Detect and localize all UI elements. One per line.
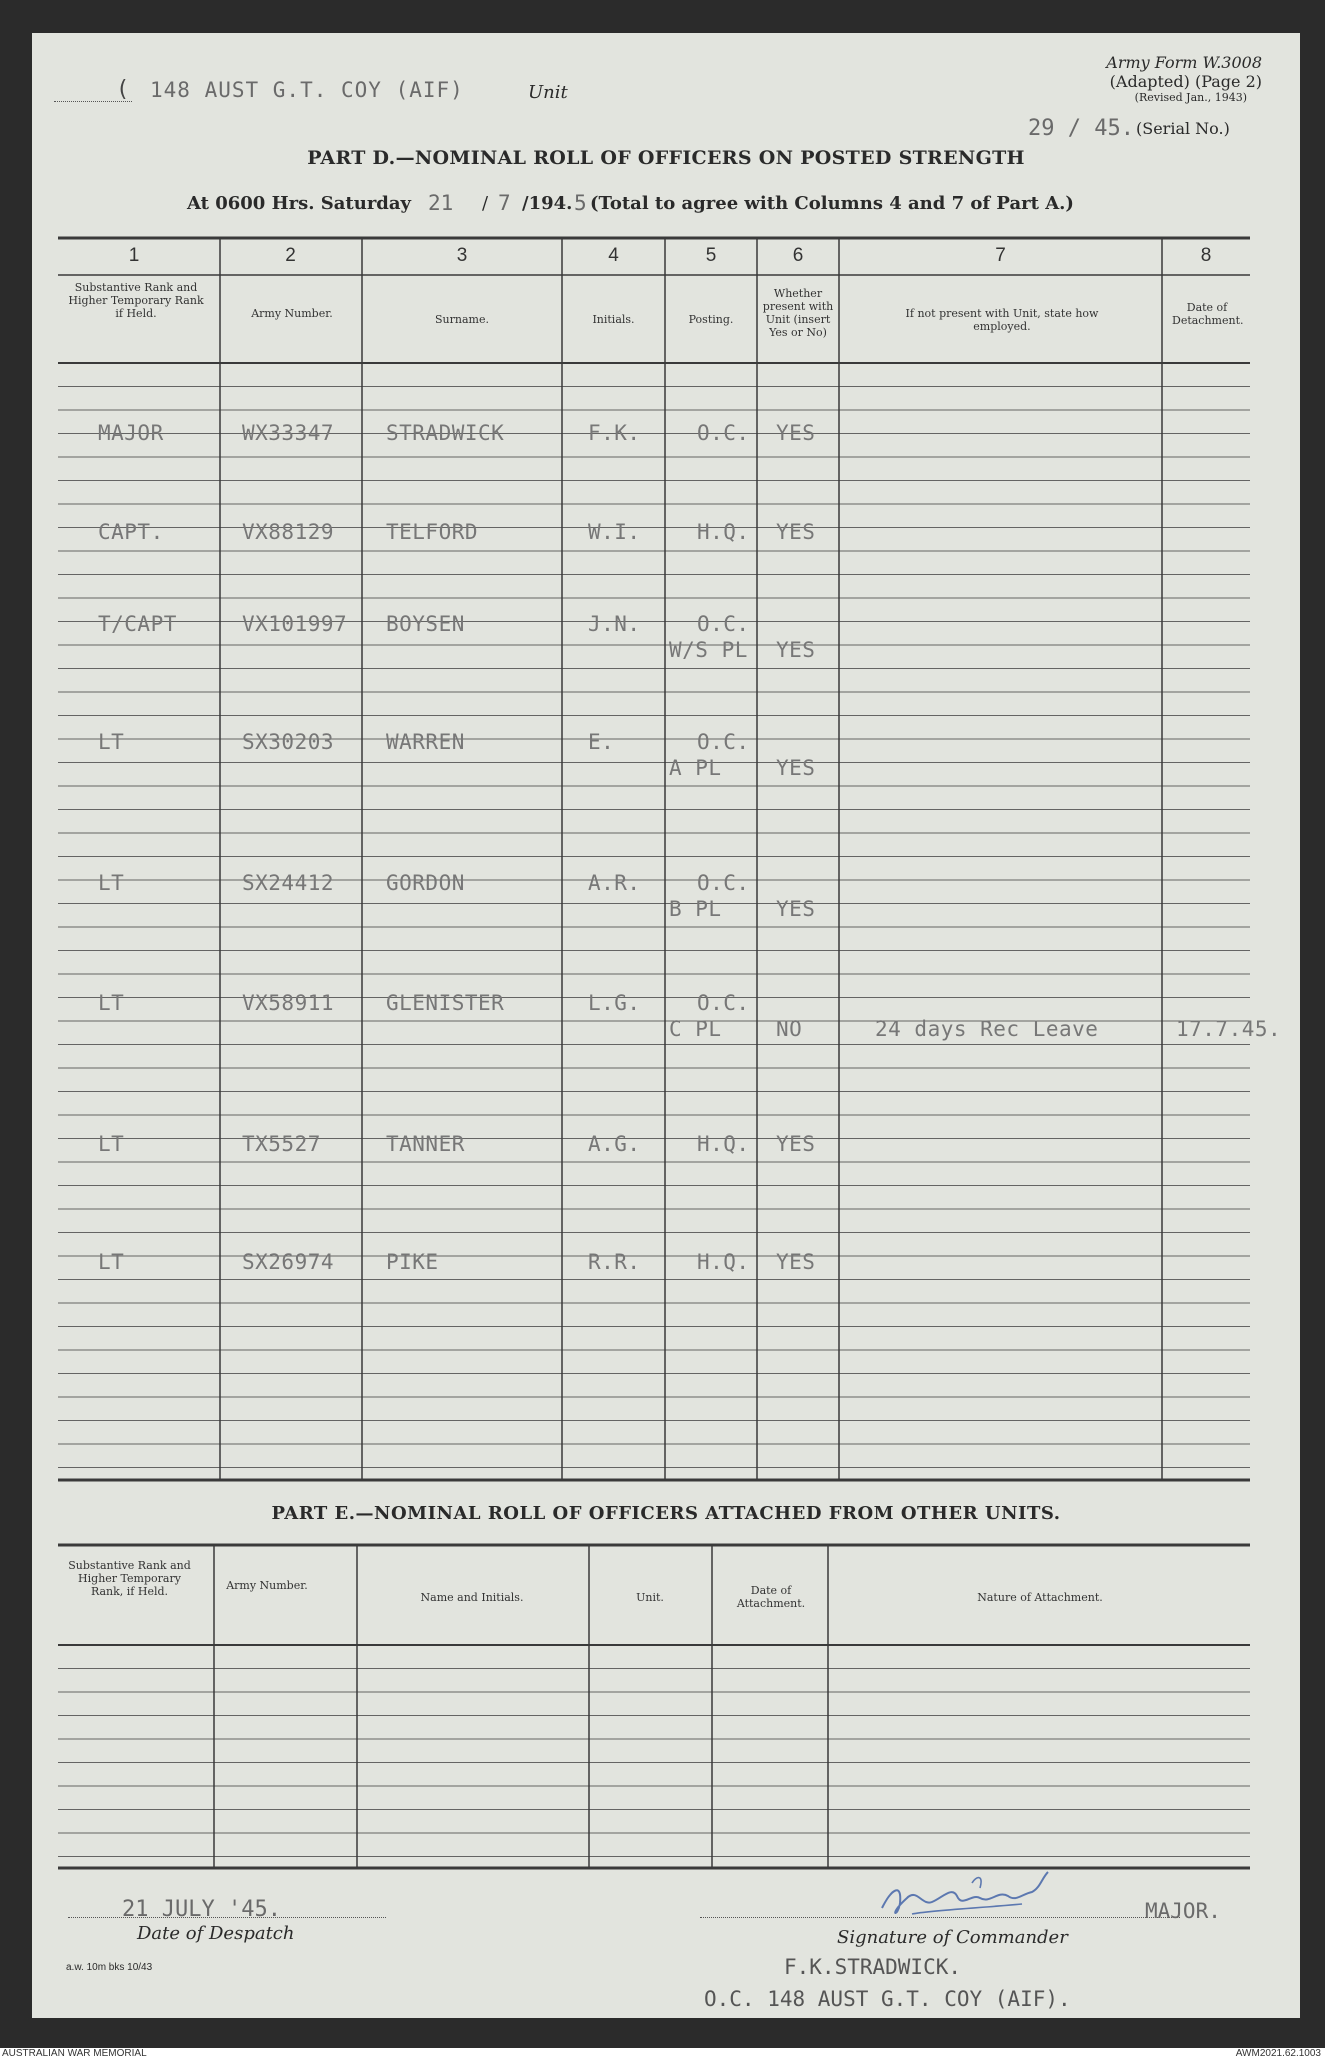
cell-posting: O.C.	[697, 871, 750, 895]
col-num-1: 1	[128, 245, 140, 266]
col-header-initials: Initials.	[592, 313, 635, 326]
cell-posting: H.Q.	[697, 1132, 750, 1156]
cell-army-number: WX33347	[242, 421, 335, 445]
cell-present: YES	[776, 756, 816, 780]
cell-rank: LT	[98, 730, 125, 754]
cell-initials: A.R.	[588, 871, 641, 895]
cell-army-number: TX5527	[242, 1132, 321, 1156]
despatch-label: Date of Despatch	[137, 1923, 295, 1944]
cell-army-number: SX26974	[242, 1250, 335, 1274]
col-header-army-number: Army Number.	[251, 307, 333, 320]
print-code: a.w. 10m bks 10/43	[66, 1962, 153, 1973]
cell-surname: BOYSEN	[386, 612, 465, 636]
cell-posting: H.Q.	[697, 1250, 750, 1274]
cell-present: NO	[776, 1017, 803, 1041]
col-header-posting: Posting.	[688, 313, 734, 326]
unit-label: Unit	[528, 82, 568, 103]
part-d-title: PART D.—NOMINAL ROLL OF OFFICERS ON POSTED STRENGTH	[307, 147, 1025, 169]
cell-present: YES	[776, 1250, 816, 1274]
cell-surname: GORDON	[386, 871, 465, 895]
col-num-2: 2	[285, 245, 296, 266]
col-header-detachment: Date of Detachment.	[1172, 301, 1244, 327]
cell-army-number: SX24412	[242, 871, 335, 895]
cell-posting: H.Q.	[697, 520, 750, 544]
part-e-header-nature: Nature of Attachment.	[977, 1591, 1103, 1604]
unit-value: 148 AUST G.T. COY (AIF)	[150, 78, 464, 102]
commander-rank: MAJOR.	[1145, 1899, 1221, 1923]
form-page	[32, 33, 1300, 2018]
cell-army-number: VX58911	[242, 991, 335, 1015]
cell-initials: W.I.	[588, 520, 641, 544]
cell-rank: T/CAPT	[98, 612, 177, 636]
cell-initials: L.G.	[588, 991, 641, 1015]
date-sep: /	[482, 193, 489, 214]
commander-name: F.K.STRADWICK.	[784, 1955, 962, 1979]
col-num-7: 7	[995, 245, 1006, 266]
cell-surname: TANNER	[386, 1132, 465, 1156]
col-num-4: 4	[608, 245, 619, 266]
col-num-8: 8	[1200, 245, 1212, 266]
cell-rank: LT	[98, 1250, 125, 1274]
part-e-header-rank: Substantive Rank and Higher Temporary Rank, if Held.	[68, 1559, 191, 1598]
cell-surname: WARREN	[386, 730, 465, 754]
cell-detachment: 17.7.45.	[1176, 1017, 1282, 1041]
cell-initials: R.R.	[588, 1250, 641, 1274]
cell-present: YES	[776, 1132, 816, 1156]
part-d-at-text: At 0600 Hrs. Saturday	[187, 193, 412, 214]
cell-rank: LT	[98, 871, 125, 895]
cell-posting: O.C.	[697, 730, 750, 754]
cell-posting: O.C.	[697, 991, 750, 1015]
cell-army-number: VX88129	[242, 520, 335, 544]
form-adapted: (Adapted) (Page 2)	[1109, 72, 1262, 91]
cell-present: YES	[776, 520, 816, 544]
date-year-digit: 5	[574, 191, 587, 215]
cell-army-number: VX101997	[242, 612, 348, 636]
cell-surname: PIKE	[386, 1250, 439, 1274]
commander-unit: O.C. 148 AUST G.T. COY (AIF).	[704, 1987, 1071, 2011]
cell-rank: LT	[98, 1132, 125, 1156]
serial-label: (Serial No.)	[1136, 119, 1230, 138]
cell-present: YES	[776, 897, 816, 921]
unit-prefix: (	[116, 77, 130, 102]
cell-posting: O.C.	[697, 421, 750, 445]
cell-initials: E.	[588, 730, 615, 754]
cell-rank: CAPT.	[98, 520, 164, 544]
date-day: 21	[428, 191, 454, 215]
col-num-6: 6	[792, 245, 804, 266]
cell-present: YES	[776, 638, 816, 662]
cell-initials: A.G.	[588, 1132, 641, 1156]
part-e-title: PART E.—NOMINAL ROLL OF OFFICERS ATTACHED FROM OTHER UNITS.	[271, 1503, 1061, 1524]
cell-initials: F.K.	[588, 421, 641, 445]
part-e-header-unit: Unit.	[636, 1591, 664, 1604]
date-month: 7	[498, 191, 511, 215]
form-number: Army Form W.3008	[1106, 53, 1262, 72]
cell-posting-line2: A PL	[669, 756, 722, 780]
part-e-header-attach-date: Date of Attachment.	[736, 1584, 806, 1610]
date-year-prefix: /194.	[522, 193, 573, 214]
signature-label: Signature of Commander	[837, 1927, 1068, 1948]
commander-signature	[862, 1868, 1112, 1928]
cell-employed: 24 days Rec Leave	[875, 1017, 1099, 1041]
total-note: (Total to agree with Columns 4 and 7 of Part A.)	[590, 193, 1074, 214]
cell-surname: GLENISTER	[386, 991, 505, 1015]
col-header-surname: Surname.	[435, 313, 489, 326]
cell-rank: LT	[98, 991, 125, 1015]
part-e-header-name: Name and Initials.	[420, 1591, 524, 1604]
col-num-5: 5	[705, 245, 717, 266]
cell-posting-line2: C PL	[669, 1017, 722, 1041]
form-revised: (Revised Jan., 1943)	[1134, 91, 1247, 104]
cell-rank: MAJOR	[98, 421, 164, 445]
col-header-employed: If not present with Unit, state how employed.	[905, 307, 1099, 333]
serial-value: 29 / 45.	[1028, 116, 1134, 141]
cell-posting-line2: W/S PL	[669, 638, 748, 662]
cell-present: YES	[776, 421, 816, 445]
cell-posting: O.C.	[697, 612, 750, 636]
part-e-header-army-number: Army Number.	[226, 1579, 308, 1592]
archive-strip	[0, 2048, 1325, 2061]
cell-surname: TELFORD	[386, 520, 479, 544]
cell-initials: J.N.	[588, 612, 641, 636]
cell-surname: STRADWICK	[386, 421, 505, 445]
col-num-3: 3	[456, 245, 468, 266]
col-header-present: Whether present with Unit (insert Yes or No)	[762, 287, 834, 339]
archive-name: AUSTRALIAN WAR MEMORIAL	[2, 2048, 147, 2059]
archive-id: AWM2021.62.1003	[1235, 2048, 1321, 2059]
cell-posting-line2: B PL	[669, 897, 722, 921]
col-header-rank: Substantive Rank and Higher Temporary Rank if Held.	[68, 281, 204, 320]
despatch-value: 21 JULY '45.	[122, 1897, 281, 1922]
cell-army-number: SX30203	[242, 730, 335, 754]
